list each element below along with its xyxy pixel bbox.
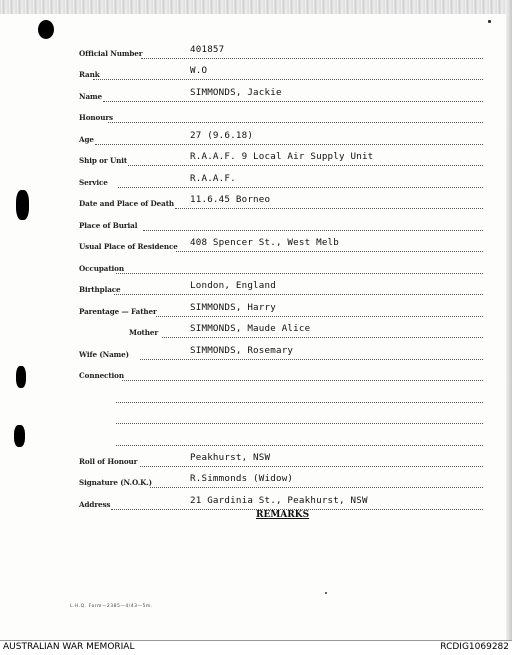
archive-footer: [0, 640, 512, 655]
field-value: 408 Spencer St., West Melb: [190, 237, 340, 248]
dotted-line: [150, 486, 483, 488]
field-label: Honours: [79, 113, 113, 122]
field-label: Service: [79, 178, 108, 187]
field-label: Place of Burial: [79, 221, 138, 230]
punch-hole-icon: [38, 20, 54, 39]
field-label: Signature (N.O.K.): [79, 478, 152, 487]
field-value: SIMMONDS, Jackie: [190, 87, 282, 98]
dotted-line: [143, 229, 483, 231]
scan-top-edge: [0, 0, 512, 14]
form-row: [0, 409, 512, 425]
field-value: 11.6.45 Borneo: [190, 194, 271, 205]
field-value: R.Simmonds (Widow): [190, 473, 294, 484]
field-label: Wife (Name): [79, 350, 129, 359]
dotted-line: [116, 422, 483, 424]
form-reference: L.H.Q. Form—2385—4/43—5m.: [70, 604, 153, 609]
form-row: [0, 194, 512, 210]
dotted-line: [114, 293, 483, 295]
dotted-line: [93, 78, 483, 80]
dotted-line: [116, 401, 483, 403]
form-row: [0, 366, 512, 382]
form-row: [0, 345, 512, 361]
form-row: [0, 173, 512, 189]
dotted-line: [175, 207, 483, 209]
field-label: Name: [79, 92, 103, 101]
form-row: [0, 280, 512, 296]
field-label: Usual Place of Residence: [79, 242, 178, 251]
dotted-line: [141, 57, 483, 59]
field-value: Peakhurst, NSW: [190, 452, 271, 463]
dotted-line: [116, 272, 483, 274]
form-row: [0, 237, 512, 253]
remarks-heading: REMARKS: [256, 510, 310, 520]
dotted-line: [176, 250, 483, 252]
field-label: Occupation: [79, 264, 124, 273]
dotted-line: [108, 121, 483, 123]
footer-left: AUSTRALIAN WAR MEMORIAL: [3, 642, 135, 652]
form-row: [0, 388, 512, 404]
form-row: [0, 151, 512, 167]
field-value: R.A.A.F. 9 Local Air Supply Unit: [190, 151, 374, 162]
form-row: [0, 452, 512, 468]
form-row: [0, 216, 512, 232]
field-label: Mother: [129, 328, 159, 337]
dotted-line: [122, 379, 483, 381]
field-value: SIMMONDS, Harry: [190, 302, 276, 313]
dotted-line: [95, 143, 483, 145]
field-value: SIMMONDS, Maude Alice: [190, 323, 311, 334]
form-row: [0, 495, 512, 511]
field-label: Rank: [79, 70, 100, 79]
field-value: SIMMONDS, Rosemary: [190, 345, 294, 356]
form-row: [0, 108, 512, 124]
field-label: Date and Place of Death: [79, 199, 175, 208]
form-row: [0, 259, 512, 275]
form-row: [0, 302, 512, 318]
form-row: [0, 130, 512, 146]
field-label: Ship or Unit: [79, 156, 128, 165]
field-value: 21 Gardinia St., Peakhurst, NSW: [190, 495, 368, 506]
field-value: 401857: [190, 44, 225, 55]
field-value: W.O: [190, 65, 208, 76]
form-row: [0, 323, 512, 339]
dotted-line: [118, 186, 483, 188]
field-value: London, England: [190, 280, 276, 291]
dotted-line: [140, 358, 483, 360]
field-label: Official Number: [79, 49, 143, 58]
dotted-line: [162, 336, 483, 338]
form-row: [0, 65, 512, 81]
field-label: Birthplace: [79, 285, 121, 294]
field-label: Roll of Honour: [79, 457, 138, 466]
field-value: R.A.A.F.: [190, 173, 236, 184]
form-row: [0, 87, 512, 103]
dotted-line: [140, 465, 483, 467]
form-row: [0, 44, 512, 60]
field-label: Connection: [79, 371, 124, 380]
field-value: 27 (9.6.18): [190, 130, 254, 141]
footer-right: RCDIG1069282: [440, 642, 509, 652]
form-row: [0, 473, 512, 489]
dotted-line: [103, 100, 483, 102]
field-label: Address: [79, 500, 111, 509]
form-row: [0, 431, 512, 447]
scan-speck: [325, 592, 327, 594]
scan-speck: [488, 20, 491, 23]
field-label: Age: [79, 135, 94, 144]
dotted-line: [116, 444, 483, 446]
field-label: Parentage — Father: [79, 307, 157, 316]
dotted-line: [128, 164, 483, 166]
dotted-line: [156, 315, 483, 317]
